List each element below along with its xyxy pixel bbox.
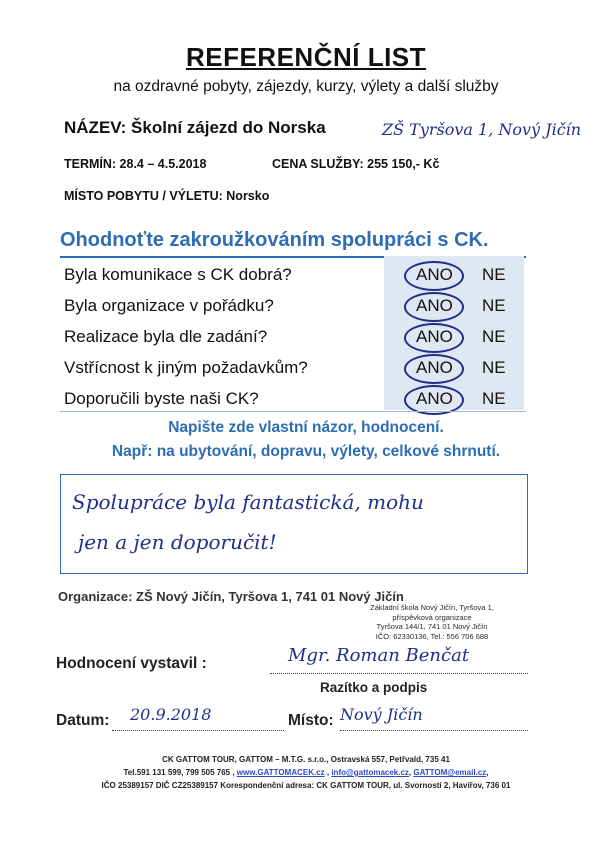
question-4: Vstřícnost k jiným požadavkům? — [64, 358, 308, 377]
footer-link-email-2[interactable]: GATTOM@email.cz — [413, 768, 487, 777]
opinion-line-2: jen a jen doporučit! — [78, 530, 277, 554]
answer-yes-4[interactable]: ANO — [416, 358, 453, 377]
opinion-prompt-1: Napište zde vlastní názor, hodnocení. — [168, 419, 444, 436]
stamp-label: Razítko a podpis — [320, 680, 428, 695]
answer-circle-2 — [404, 292, 464, 322]
footer-sep-1: , — [324, 768, 332, 777]
footer-link-email-1[interactable]: info@gattomacek.cz — [331, 768, 409, 777]
answer-no-5[interactable]: NE — [482, 389, 506, 408]
place-line — [340, 730, 528, 731]
stamp-line-1: Základní škola Nový Jičín, Tyršova 1, — [370, 603, 494, 612]
footer-sep-3: , — [486, 768, 489, 777]
evaluation-title: Ohodnoťte zakroužkováním spolupráci s CK. — [60, 229, 489, 251]
question-1: Byla komunikace s CK dobrá? — [64, 265, 292, 284]
answer-yes-2[interactable]: ANO — [416, 296, 453, 315]
date-line — [112, 730, 284, 731]
stamp-line-2: příspěvková organizace — [392, 612, 472, 622]
signature-line — [270, 673, 528, 674]
trip-place: MÍSTO POBYTU / VÝLETU: Norsko — [64, 189, 270, 203]
question-3: Realizace byla dle zadání? — [64, 327, 268, 346]
place-label: Místo: — [288, 712, 334, 729]
footer-line-2 — [0, 768, 612, 777]
opinion-box[interactable] — [60, 474, 528, 574]
answer-no-4[interactable]: NE — [482, 358, 506, 377]
date-label: Datum: — [56, 712, 110, 729]
footer-line-1: CK GATTOM TOUR, GATTOM – M.T.G. s.r.o., Ostravská 557, Petřvald, 735 41 — [162, 755, 450, 764]
handwritten-signature: Mgr. Roman Benčat — [288, 645, 470, 666]
trip-name: NÁZEV: Školní zájezd do Norska — [64, 118, 326, 137]
footer-line-3: IČO 25389157 DIČ CZ25389157 Korespondenční adresa: CK GATTOM TOUR, ul. Svornosti 2, Havířov, 736 01 — [101, 781, 511, 790]
questions-bottom-rule — [60, 411, 526, 412]
organization-label: Organizace: ZŠ Nový Jičín, Tyršova 1, 741 01 Nový Jičín — [58, 589, 404, 604]
question-2: Byla organizace v pořádku? — [64, 296, 274, 315]
answer-no-1[interactable]: NE — [482, 265, 506, 284]
page-subtitle: na ozdravné pobyty, zájezdy, kurzy, výlety a další služby — [113, 78, 499, 95]
answer-yes-5[interactable]: ANO — [416, 389, 453, 408]
handwritten-date: 20.9.2018 — [130, 705, 212, 724]
handwritten-place: Nový Jičín — [340, 705, 423, 724]
answer-circle-1 — [404, 261, 464, 291]
stamp-line-4: IČO: 62330136, Tel.: 556 706 688 — [375, 631, 489, 641]
trip-price: CENA SLUŽBY: 255 150,- Kč — [272, 157, 440, 171]
question-5: Doporučili byste naši CK? — [64, 389, 259, 408]
handwritten-school: ZŠ Tyršova 1, Nový Jičín — [382, 120, 582, 139]
answer-circle-3 — [404, 323, 464, 353]
answer-no-2[interactable]: NE — [482, 296, 506, 315]
footer-link-web[interactable]: www.GATTOMACEK.cz — [236, 768, 325, 777]
opinion-line-1: Spolupráce byla fantastická, mohu — [72, 490, 424, 514]
opinion-prompt-2: Např: na ubytování, dopravu, výlety, celkové shrnutí. — [111, 443, 501, 460]
answer-yes-1[interactable]: ANO — [416, 265, 453, 284]
school-stamp — [352, 603, 512, 641]
stamp-line-3: Tyršova 144/1, 741 01 Nový Jičín — [376, 622, 488, 631]
answer-circle-4 — [404, 354, 464, 384]
trip-term: TERMÍN: 28.4 – 4.5.2018 — [64, 157, 207, 171]
answer-no-3[interactable]: NE — [482, 327, 506, 346]
signature-label: Hodnocení vystavil : — [56, 655, 207, 672]
page-title: REFERENČNÍ LIST — [185, 42, 427, 72]
footer-phones: Tel.591 131 599, 799 505 765 , — [123, 768, 237, 777]
answer-yes-3[interactable]: ANO — [416, 327, 453, 346]
footer-sep-2: , — [408, 768, 414, 777]
